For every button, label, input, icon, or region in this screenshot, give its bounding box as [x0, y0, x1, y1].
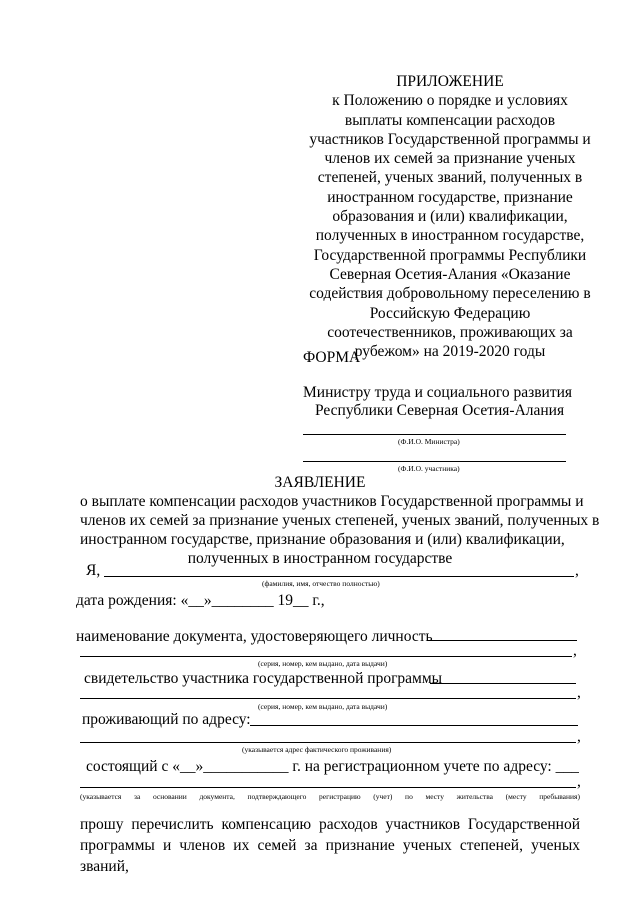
id-doc-details-field[interactable] — [80, 656, 572, 657]
address-label: проживающий по адресу: — [82, 711, 251, 728]
id-doc-hint: (серия, номер, кем выдано, дата выдачи) — [258, 659, 388, 668]
address-field[interactable] — [250, 725, 578, 726]
appendix-line: содействия добровольному переселению в — [309, 285, 591, 303]
appendix-title: ПРИЛОЖЕНИЕ — [396, 73, 504, 90]
appendix-line: полученных в иностранном государстве, — [315, 227, 585, 245]
appendix-line: Российскую Федерацию — [369, 304, 531, 322]
participant-name-field[interactable] — [303, 461, 566, 462]
birth-date-field[interactable]: дата рождения: «__»________ 19__ г., — [76, 592, 325, 609]
appendix-block — [300, 72, 600, 361]
minister-name-field[interactable] — [303, 434, 566, 435]
participant-hint: (Ф.И.О. участника) — [398, 464, 460, 473]
appendix-line: рубежом» на 2019-2020 годы — [354, 343, 546, 361]
appendix-line: степеней, ученых званий, полученных в — [317, 169, 583, 187]
id-doc-field[interactable] — [427, 640, 577, 641]
address-hint: (указывается адрес фактического проживания) — [242, 745, 392, 754]
appendix-line: членов их семей за признание ученых — [324, 150, 576, 168]
statement-title: ЗАЯВЛЕНИЕ — [274, 474, 366, 491]
registration-field[interactable]: состоящий с «__»___________ г. на регистрационном учете по адресу: ___ — [86, 758, 579, 775]
minister-hint: (Ф.И.О. Министра) — [398, 437, 460, 446]
certificate-label: свидетельство участника государственной программы — [84, 670, 443, 687]
registration-hint: (указывается за основании документа, подтверждающего регистрацию (учет) по месту жительства (месту пребывания) — [80, 792, 580, 801]
appendix-line: Государственной программы Республики — [313, 246, 587, 264]
appendix-line: участников Государственной программы и — [309, 130, 591, 148]
form-label: ФОРМА — [303, 349, 361, 366]
comma: , — [577, 684, 581, 701]
fio-hint: (фамилия, имя, отчество полностью) — [262, 579, 380, 588]
registration-address-field[interactable] — [80, 787, 576, 788]
id-doc-label: наименование документа, удостоверяющего личность — [76, 628, 433, 645]
i-label: Я, — [86, 562, 101, 579]
appendix-line: выплаты компенсации расходов — [344, 111, 556, 129]
fio-field[interactable] — [104, 576, 574, 577]
request-line: программы и членов их семей за признание ученых степеней, ученых званий, — [80, 837, 580, 875]
certificate-field[interactable] — [430, 683, 576, 684]
address-details-field[interactable] — [80, 742, 576, 743]
request-line: прошу перечислить компенсацию расходов участников Государственной — [80, 816, 580, 833]
appendix-line: иностранном государстве, признание — [327, 188, 573, 206]
statement-subtitle-line: о выплате компенсации расходов участников Государственной программы и — [80, 493, 584, 510]
certificate-hint: (серия, номер, кем выдано, дата выдачи) — [258, 702, 388, 711]
statement-subtitle-line: членов их семей за признание ученых степеней, ученых званий, полученных в — [80, 512, 600, 529]
appendix-line: образования и (или) квалификации, — [332, 208, 568, 226]
comma: , — [577, 728, 581, 745]
certificate-details-field[interactable] — [80, 698, 576, 699]
statement-subtitle-line: полученных в иностранном государстве — [187, 550, 453, 567]
comma: , — [577, 773, 581, 790]
comma: , — [573, 642, 577, 659]
statement-header — [80, 473, 600, 568]
statement-subtitle-line: иностранном государстве, признание образования и (или) квалификации, — [80, 531, 565, 548]
addressee-line: Министру труда и социального развития — [303, 384, 573, 401]
comma: , — [575, 562, 579, 579]
appendix-line: Северная Осетия-Алания «Оказание — [329, 265, 571, 283]
appendix-line: к Положению о порядке и условиях — [332, 92, 568, 110]
appendix-line: соотечественников, проживающих за — [327, 323, 573, 341]
addressee-line: Республики Северная Осетия-Алания — [315, 402, 565, 419]
